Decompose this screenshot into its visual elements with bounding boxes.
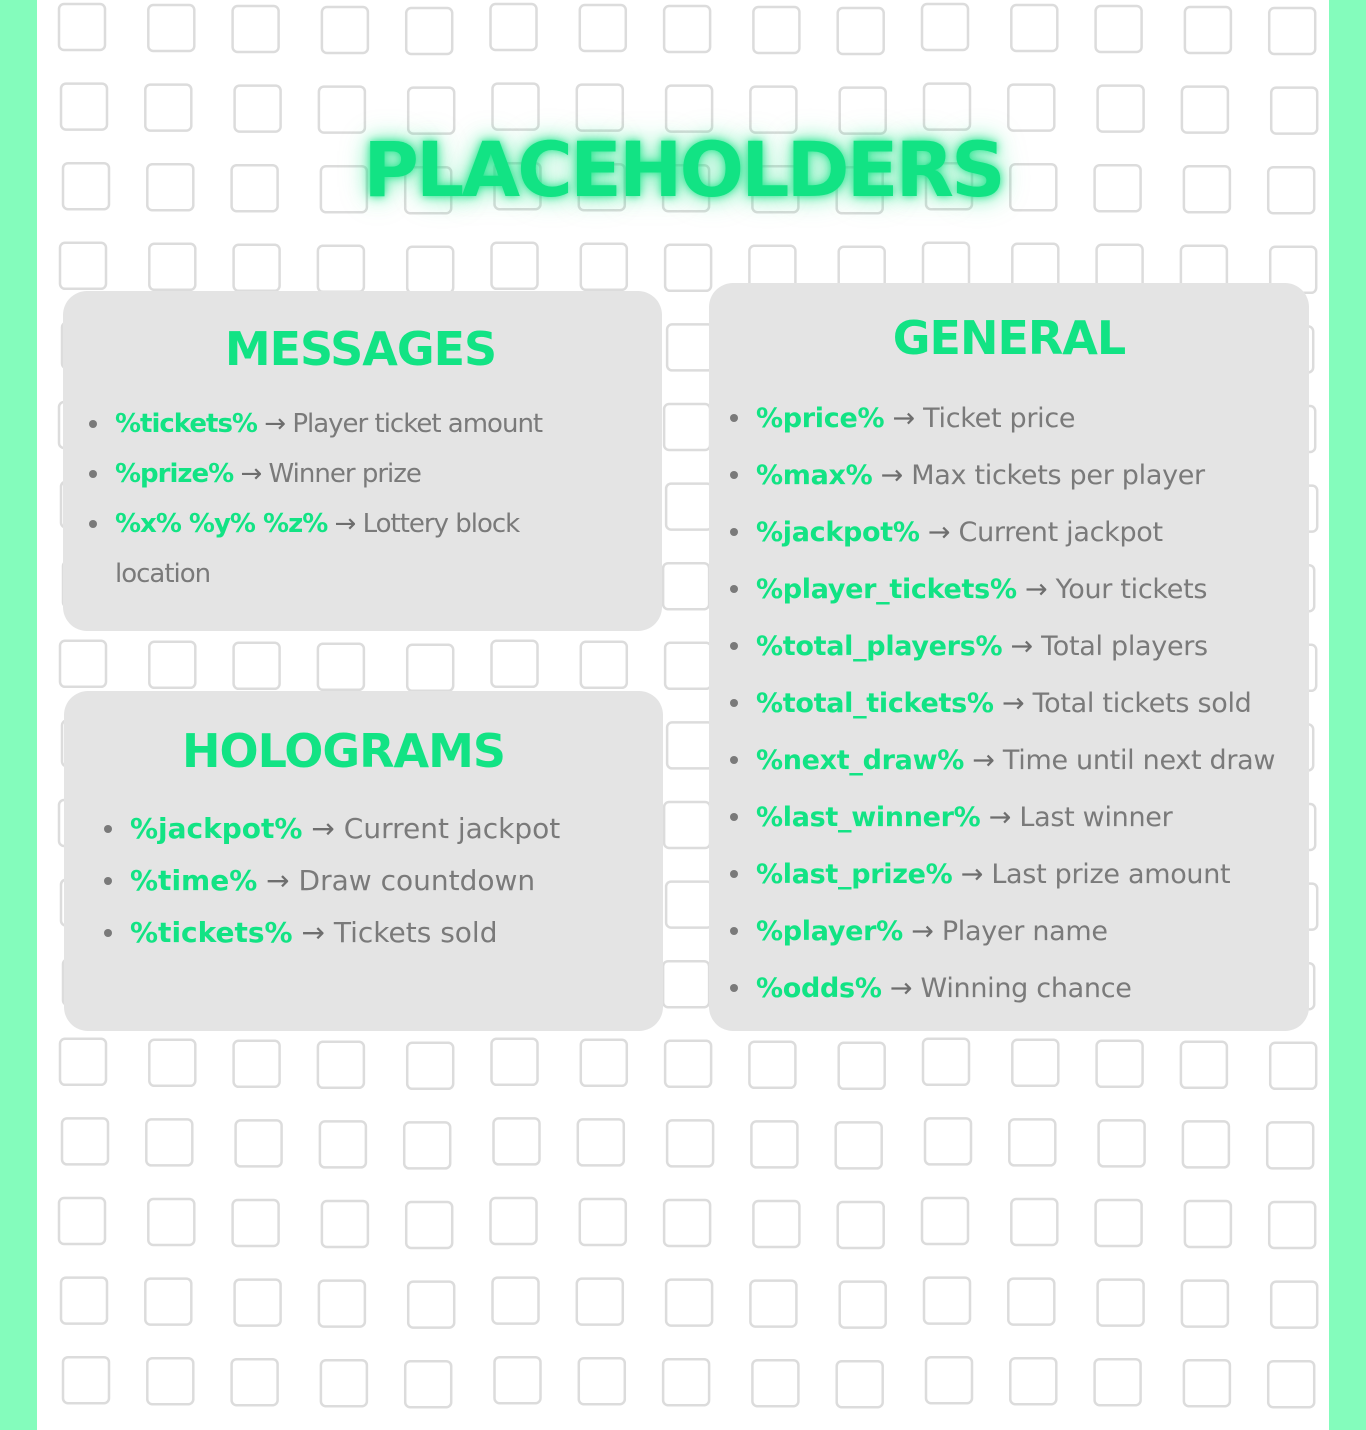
grid-square [233, 6, 279, 52]
grid-square [663, 1359, 709, 1405]
grid-square [1096, 6, 1142, 52]
placeholder-key: %total_tickets% [756, 688, 994, 719]
grid-square [840, 1282, 886, 1328]
grid-square [146, 1119, 192, 1165]
grid-square [320, 1121, 366, 1167]
general-item [756, 846, 1309, 903]
grid-square [1185, 7, 1231, 53]
arrow-icon: → [1025, 574, 1048, 605]
grid-square [923, 243, 969, 289]
grid-square [236, 1120, 282, 1166]
grid-square [665, 1041, 711, 1087]
placeholder-description: Winning chance [920, 973, 1132, 1004]
arrow-icon: → [892, 403, 915, 434]
grid-square [322, 7, 368, 53]
messages-item [115, 399, 615, 449]
grid-square [753, 7, 799, 53]
grid-square [407, 1043, 453, 1089]
grid-square [495, 1357, 541, 1403]
messages-heading: MESSAGES [224, 322, 497, 376]
grid-square [494, 1118, 540, 1164]
placeholder-description: Winner prize [268, 459, 421, 489]
grid-square [922, 1198, 968, 1244]
grid-square [318, 644, 364, 690]
grid-square [1185, 1201, 1231, 1247]
placeholder-key: %next_draw% [756, 745, 964, 776]
grid-square [148, 1199, 194, 1245]
grid-square [751, 1121, 797, 1167]
grid-square [749, 1042, 795, 1088]
placeholder-description: Time until next draw [1002, 745, 1276, 776]
grid-square [318, 246, 364, 292]
grid-square [1097, 1041, 1143, 1087]
grid-square [405, 1361, 451, 1407]
grid-square [664, 1200, 710, 1246]
grid-square [1011, 5, 1057, 51]
grid-square [322, 1201, 368, 1247]
grid-square [664, 802, 710, 848]
grid-square [839, 1043, 885, 1089]
grid-square [1182, 1281, 1228, 1327]
grid-square [149, 642, 195, 688]
grid-square [60, 641, 106, 687]
placeholder-description: Last prize amount [991, 859, 1231, 890]
grid-square [666, 882, 712, 928]
grid-square [61, 1278, 107, 1324]
placeholder-description: Player name [941, 916, 1108, 947]
general-item [756, 675, 1309, 732]
grid-square [581, 244, 627, 290]
placeholder-description: Draw countdown [298, 864, 536, 897]
grid-square [1008, 1279, 1054, 1325]
grid-square [581, 1040, 627, 1086]
grid-square [1096, 1200, 1142, 1246]
grid-square [234, 643, 280, 689]
general-item [756, 789, 1309, 846]
placeholder-key: %tickets% [130, 916, 293, 949]
grid-square [406, 1202, 452, 1248]
grid-square [664, 6, 710, 52]
placeholder-key: %jackpot% [756, 517, 920, 548]
placeholder-description: Lottery block location [115, 509, 520, 589]
placeholder-description: Total players [1041, 631, 1208, 662]
grid-square [838, 1202, 884, 1248]
grid-square [492, 1039, 538, 1085]
grid-square [922, 4, 968, 50]
holograms-item [130, 803, 663, 855]
grid-square [318, 1042, 364, 1088]
grid-square [1268, 1361, 1314, 1407]
general-item [756, 447, 1309, 504]
grid-square [837, 1361, 883, 1407]
arrow-icon: → [301, 916, 325, 949]
grid-square [59, 4, 105, 50]
general-list [709, 366, 1309, 1017]
grid-square [1012, 1040, 1058, 1086]
grid-square [580, 5, 626, 51]
placeholder-description: Your tickets [1055, 574, 1208, 605]
messages-item [115, 449, 615, 499]
grid-square [580, 1199, 626, 1245]
grid-square [750, 1281, 796, 1327]
arrow-icon: → [889, 973, 913, 1004]
grid-square [667, 1120, 713, 1166]
grid-square [924, 1278, 970, 1324]
grid-square [1099, 1120, 1145, 1166]
grid-square [147, 1358, 193, 1404]
grid-square [665, 245, 711, 291]
general-heading: GENERAL [892, 311, 1126, 365]
arrow-icon: → [311, 812, 335, 845]
grid-square [1009, 1119, 1055, 1165]
holograms-item [130, 907, 663, 959]
messages-item [115, 499, 615, 599]
grid-square [667, 722, 713, 768]
arrow-icon: → [334, 509, 356, 539]
general-item [756, 960, 1309, 1017]
placeholder-key: %max% [756, 460, 873, 491]
grid-square [923, 1039, 969, 1085]
placeholder-key: %odds% [756, 973, 882, 1004]
general-item [756, 504, 1309, 561]
grid-square [491, 4, 537, 50]
grid-square [321, 1360, 367, 1406]
arrow-icon: → [988, 802, 1012, 833]
grid-square [1271, 1282, 1317, 1328]
placeholder-key: %last_winner% [756, 802, 981, 833]
grid-square [60, 1039, 106, 1085]
grid-square [752, 1360, 798, 1406]
grid-square [492, 641, 538, 687]
general-item [756, 390, 1309, 447]
arrow-icon: → [927, 517, 951, 548]
grid-square [1181, 1042, 1227, 1088]
grid-square [63, 1357, 109, 1403]
grid-square [60, 243, 106, 289]
grid-square [1267, 1122, 1313, 1168]
arrow-icon: → [972, 745, 995, 776]
page [37, 0, 1329, 1430]
holograms-heading: HOLOGRAMS [181, 724, 506, 778]
grid-square [232, 1359, 278, 1405]
placeholder-key: %player_tickets% [756, 574, 1017, 605]
grid-square [234, 245, 280, 291]
grid-square [663, 563, 709, 609]
grid-square [663, 961, 709, 1007]
messages-list [63, 377, 615, 599]
placeholder-description: Total tickets sold [1032, 688, 1252, 719]
placeholder-key: %last_prize% [756, 859, 953, 890]
grid-square [233, 1200, 279, 1246]
grid-square [578, 1119, 624, 1165]
grid-square [1095, 1359, 1141, 1405]
grid-square [579, 1358, 625, 1404]
placeholder-description: Tickets sold [333, 916, 498, 949]
grid-square [1269, 1202, 1315, 1248]
general-card [709, 283, 1309, 1031]
arrow-icon: → [1010, 631, 1033, 662]
placeholder-description: Current jackpot [343, 812, 561, 845]
grid-square [149, 244, 195, 290]
grid-square [1011, 1199, 1057, 1245]
arrow-icon: → [960, 859, 984, 890]
grid-square [1183, 1121, 1229, 1167]
grid-square [235, 1280, 281, 1326]
grid-square [1010, 1358, 1056, 1404]
grid-square [577, 1279, 623, 1325]
grid-square [493, 1278, 539, 1324]
grid-square [406, 8, 452, 54]
arrow-icon: → [240, 459, 262, 489]
grid-square [404, 1122, 450, 1168]
arrow-icon: → [1001, 688, 1025, 719]
grid-square [145, 1279, 191, 1325]
arrow-icon: → [266, 864, 290, 897]
grid-square [1270, 1043, 1316, 1089]
placeholder-key: %jackpot% [130, 812, 303, 845]
placeholder-description: Last winner [1019, 802, 1173, 833]
placeholder-key: %player% [756, 916, 903, 947]
grid-square [492, 243, 538, 289]
grid-square [234, 1041, 280, 1087]
arrow-icon: → [880, 460, 903, 491]
grid-square [925, 1118, 971, 1164]
grid-square [149, 1040, 195, 1086]
grid-square [666, 1280, 712, 1326]
grid-square [753, 1201, 799, 1247]
grid-square [666, 484, 712, 530]
placeholder-key: %time% [130, 864, 258, 897]
messages-card [63, 291, 662, 631]
arrow-icon: → [911, 916, 934, 947]
holograms-item [130, 855, 663, 907]
general-item [756, 618, 1309, 675]
grid-square [407, 645, 453, 691]
placeholder-description: Max tickets per player [911, 460, 1205, 491]
page-title: PLACEHOLDERS [363, 125, 1003, 214]
grid-square [1184, 1360, 1230, 1406]
arrow-icon: → [264, 409, 286, 439]
holograms-list [64, 779, 663, 959]
grid-square [1269, 8, 1315, 54]
grid-square [667, 324, 713, 370]
general-item [756, 903, 1309, 960]
placeholder-key: %price% [756, 403, 885, 434]
placeholder-key: %total_players% [756, 631, 1003, 662]
placeholder-key: %x% %y% %z% [115, 509, 328, 539]
grid-square [664, 404, 710, 450]
grid-square [59, 1198, 105, 1244]
general-item [756, 561, 1309, 618]
placeholder-key: %prize% [115, 459, 234, 489]
grid-square [926, 1357, 972, 1403]
grid-square [408, 1282, 454, 1328]
grid-square [838, 8, 884, 54]
grid-square [491, 1198, 537, 1244]
placeholder-description: Current jackpot [958, 517, 1163, 548]
grid-square [1098, 1280, 1144, 1326]
grid-square [148, 5, 194, 51]
placeholder-description: Ticket price [923, 403, 1076, 434]
grid-square [836, 1122, 882, 1168]
placeholder-description: Player ticket amount [292, 409, 543, 439]
grid-square [407, 247, 453, 293]
general-item [756, 732, 1309, 789]
grid-square [62, 1118, 108, 1164]
holograms-card [64, 691, 663, 1031]
grid-square [319, 1281, 365, 1327]
grid-square [581, 642, 627, 688]
grid-square [665, 643, 711, 689]
placeholder-key: %tickets% [115, 409, 257, 439]
